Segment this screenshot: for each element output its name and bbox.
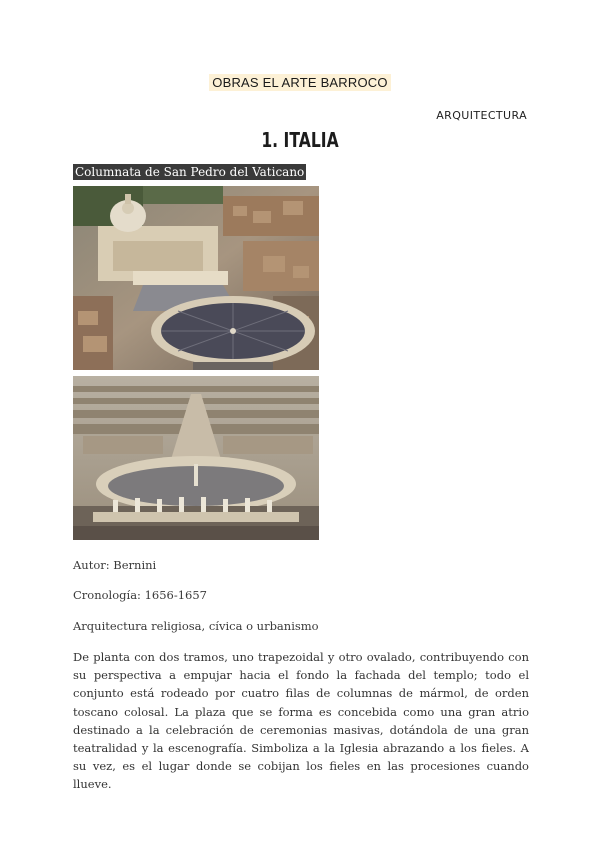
document-title [0,72,600,91]
type-line: Arquitectura religiosa, cívica o urbanismo [73,619,319,633]
document-title-text: OBRAS EL ARTE BARROCO [209,74,390,91]
description-paragraph: De planta con dos tramos, uno trapezoidal y otro ovalado, contribuyendo con su perspectiva a empujar hacia el fondo la fachada del templo; todo el conjunto está rodeado por cuatro filas de columnas de mármol, de orden toscano colosal. La plaza que se forma es concebida como una gran atrio destinado a la celebración de ceremonias masivas, dotándola de una gran teatralidad y la escenografía. Simboliza a la Iglesia abrazando a los fieles. A su vez, es el lugar donde se cobijan los fieles en las procesiones cuando llueve. [73,650,529,792]
section-heading: 1. ITALIA [261,128,339,152]
aerial-photo-piazza [73,376,319,540]
work-title-text: Columnata de San Pedro del Vaticano [75,165,305,179]
chronology-line: Cronología: 1656-1657 [73,588,207,602]
work-title [73,161,306,180]
author-line: Autor: Bernini [73,558,157,572]
aerial-photo-basilica [73,186,319,370]
section-label: ARQUITECTURA [436,109,527,122]
